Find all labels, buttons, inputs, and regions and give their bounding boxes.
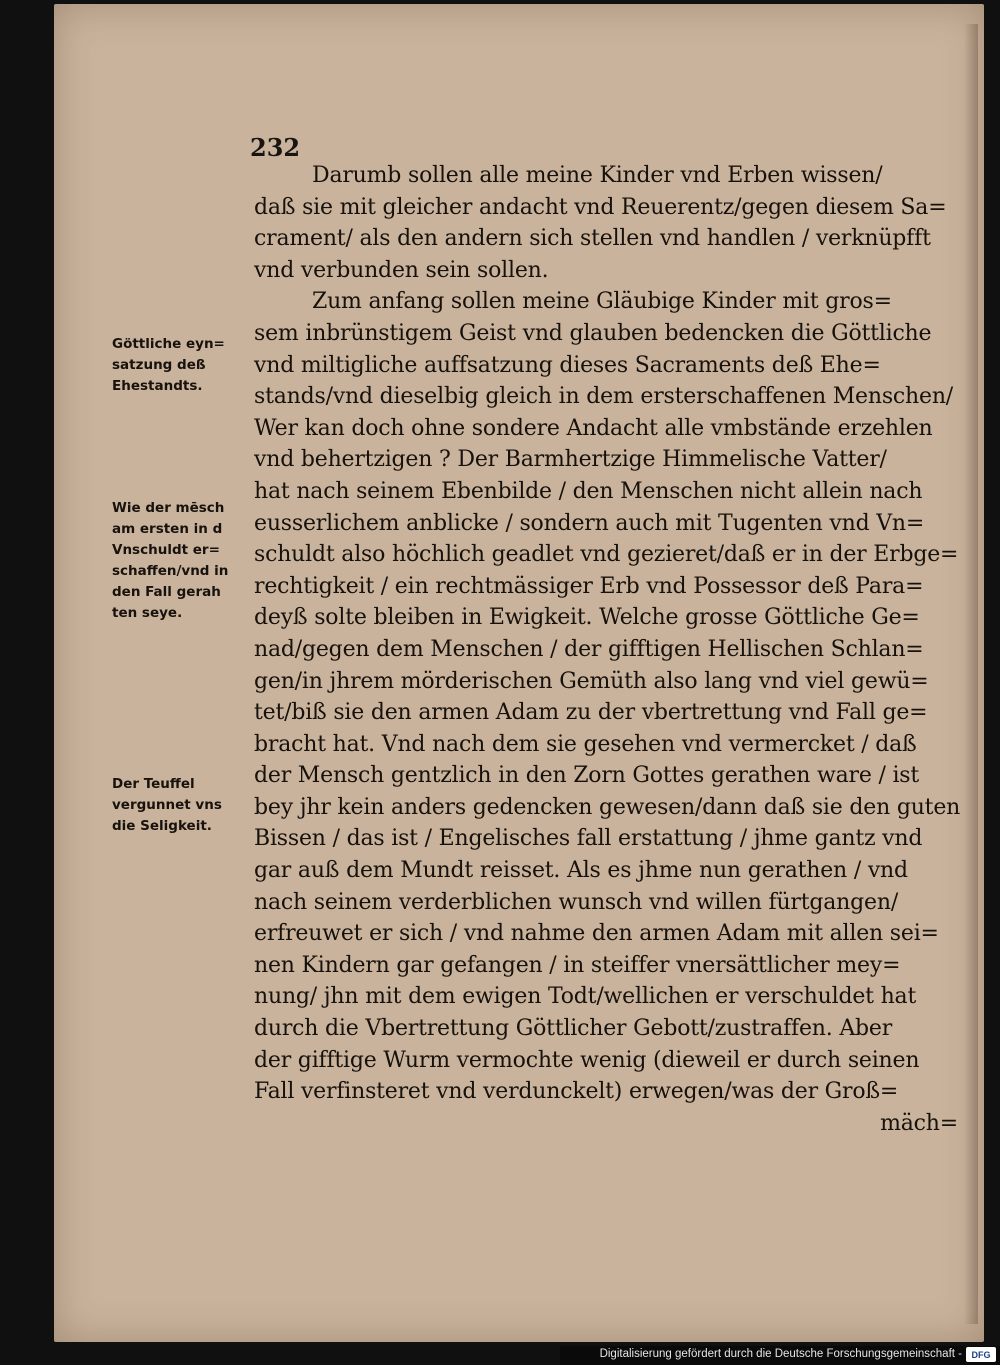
text-line: nen Kindern gar gefangen / in steiffer vnersättlicher mey= xyxy=(254,952,901,978)
margin-note-line: den Fall gerah xyxy=(112,584,221,600)
text-line: vnd miltigliche auffsatzung dieses Sacraments deß Ehe= xyxy=(254,352,881,378)
text-line: rechtigkeit / ein rechtmässiger Erb vnd Possessor deß Para= xyxy=(254,573,924,599)
text-line: tet/biß sie den armen Adam zu der vbertrettung vnd Fall ge= xyxy=(254,700,928,726)
margin-note-line: Vnschuldt er= xyxy=(112,542,220,558)
text-line: erfreuwet er sich / vnd nahme den armen Adam mit allen sei= xyxy=(254,921,939,947)
margin-note xyxy=(112,774,260,837)
margin-note-line: schaffen/vnd in xyxy=(112,563,229,579)
text-line: Zum anfang sollen meine Gläubige Kinder mit gros= xyxy=(312,289,892,315)
text-line: nung/ jhn mit dem ewigen Todt/wellichen er verschuldet hat xyxy=(254,984,917,1010)
catchword: mäch= xyxy=(880,1110,958,1136)
text-line: crament/ als den andern sich stellen vnd handlen / verknüpfft xyxy=(254,226,931,252)
margin-note-line: Ehestandts. xyxy=(112,378,203,394)
text-line: sem inbrünstigem Geist vnd glauben bedencken die Göttliche xyxy=(254,320,932,346)
text-line: deyß solte bleiben in Ewigkeit. Welche grosse Göttliche Ge= xyxy=(254,605,920,631)
margin-note-line: Wie der mēsch xyxy=(112,500,225,516)
margin-note-line: ten seye. xyxy=(112,605,183,621)
text-line: bracht hat. Vnd nach dem sie gesehen vnd vermercket / daß xyxy=(254,731,917,757)
text-line: vnd verbunden sein sollen. xyxy=(254,257,549,283)
text-line: eusserlichem anblicke / sondern auch mit Tugenten vnd Vn= xyxy=(254,510,925,536)
margin-note-line: Göttliche eyn= xyxy=(112,336,225,352)
text-line: bey jhr kein anders gedencken gewesen/dann daß sie den guten xyxy=(254,794,961,820)
margin-note xyxy=(112,334,260,397)
text-line: Fall verfinsteret vnd verdunckelt) erwegen/was der Groß= xyxy=(254,1079,899,1105)
body-text xyxy=(254,160,974,1139)
margin-note-line: die Seligkeit. xyxy=(112,818,212,834)
text-line: daß sie mit gleicher andacht vnd Reuerentz/gegen diesem Sa= xyxy=(254,194,947,220)
text-line: nad/gegen dem Menschen / der gifftigen Hellischen Schlan= xyxy=(254,636,924,662)
text-line: hat nach seinem Ebenbilde / den Menschen nicht allein nach xyxy=(254,478,923,504)
margin-note-line: vergunnet vns xyxy=(112,797,222,813)
text-line: schuldt also höchlich geadlet vnd gezieret/daß er in der Erbge= xyxy=(254,542,959,568)
text-line: durch die Vbertrettung Göttlicher Gebott/zustraffen. Aber xyxy=(254,1016,893,1042)
margin-note-line: Der Teuffel xyxy=(112,776,195,792)
text-line: stands/vnd dieselbig gleich in dem ersterschaffenen Menschen/ xyxy=(254,384,954,410)
text-line: der Mensch gentzlich in den Zorn Gottes gerathen ware / ist xyxy=(254,763,920,789)
text-line: Wer kan doch ohne sondere Andacht alle vmbstände erzehlen xyxy=(254,415,933,441)
margin-note-line: satzung deß xyxy=(112,357,206,373)
margin-note-line: am ersten in d xyxy=(112,521,223,537)
text-line: gar auß dem Mundt reisset. Als es jhme nun gerathen / vnd xyxy=(254,858,908,884)
text-line: gen/in jhrem mörderischen Gemüth also lang vnd viel gewü= xyxy=(254,668,929,694)
page-number: 232 xyxy=(250,133,301,162)
text-line: Bissen / das ist / Engelisches fall erstattung / jhme gantz vnd xyxy=(254,826,923,852)
text-line: vnd behertzigen ? Der Barmhertzige Himmelische Vatter/ xyxy=(254,447,887,473)
digitization-credit: Digitalisierung gefördert durch die Deutsche Forschungsgemeinschaft - xyxy=(599,1348,962,1360)
text-line: nach seinem verderblichen wunsch vnd willen fürtgangen/ xyxy=(254,889,899,915)
text-line: der gifftige Wurm vermochte wenig (dieweil er durch seinen xyxy=(254,1047,920,1073)
dfg-logo-icon: DFG xyxy=(966,1347,996,1362)
margin-note xyxy=(112,498,260,624)
text-line: Darumb sollen alle meine Kinder vnd Erben wissen/ xyxy=(312,163,883,188)
